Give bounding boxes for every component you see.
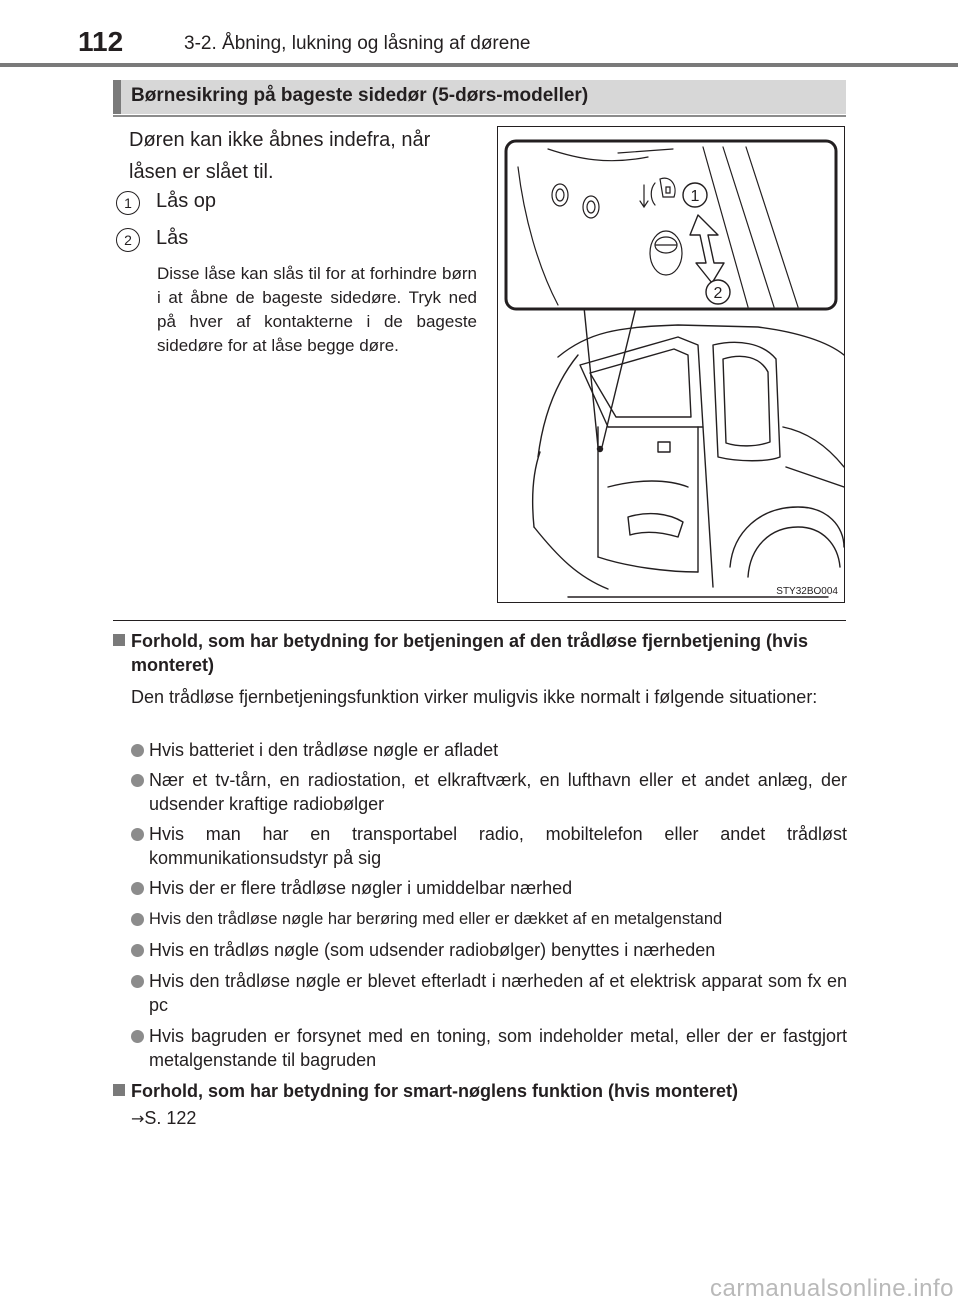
list-item: Hvis den trådløse nøgle er blevet efterladt i nærheden af et elektrisk apparat som fx en pc <box>131 969 847 1017</box>
list-item: Hvis der er flere trådløse nøgler i umiddelbar nærhed <box>131 876 847 900</box>
list-item: Hvis bagruden er forsynet med en toning, som indeholder metal, eller der er fastgjort metalgenstande til bagruden <box>131 1024 847 1072</box>
section-end-rule <box>113 620 846 621</box>
page-reference-link[interactable] <box>131 1108 196 1129</box>
bullet-icon <box>131 944 144 957</box>
list-item: Hvis en trådløs nøgle (som udsender radiobølger) benyttes i nærheden <box>131 938 847 962</box>
door-illustration-drawing <box>498 127 845 603</box>
watermark: carmanualsonline.info <box>710 1275 954 1302</box>
chapter-title: 3-2. Åbning, lukning og låsning af dørene <box>184 33 531 54</box>
list-item: Hvis batteriet i den trådløse nøgle er afladet <box>131 738 847 762</box>
callout-lock: 2 <box>713 285 723 302</box>
header-rule <box>0 63 958 67</box>
list-item: Hvis den trådløse nøgle har berøring med eller er dækket af en metalgenstand <box>131 907 847 931</box>
step-number: 2 <box>116 228 140 252</box>
bullet-icon <box>131 828 144 841</box>
section-title: Børnesikring på bageste sidedør (5-dørs-modeller) <box>131 85 589 106</box>
square-bullet-icon <box>113 634 125 646</box>
step-number: 1 <box>116 191 140 215</box>
child-lock-illustration <box>497 126 845 603</box>
subsection-paragraph: Den trådløse fjernbetjeningsfunktion virker muligvis ikke normalt i følgende situationer: <box>131 687 818 707</box>
bullet-icon <box>131 882 144 895</box>
page-number: 112 <box>78 26 124 57</box>
step-label: Lås op <box>156 190 217 212</box>
bullet-icon <box>131 744 144 757</box>
square-bullet-icon <box>113 1084 125 1096</box>
section-marker <box>113 80 121 114</box>
page-reference-text: S. 122 <box>144 1108 197 1128</box>
bullet-icon <box>131 975 144 988</box>
bullet-icon <box>131 774 144 787</box>
bullet-icon <box>131 913 144 926</box>
subsection-heading-remote <box>113 629 848 677</box>
figure-code: STY32BO004 <box>776 586 838 597</box>
section-rule <box>113 115 846 117</box>
callout-unlock: 1 <box>690 188 700 205</box>
subsection-heading-text: Forhold, som har betydning for smart-nøglens funktion (hvis monteret) <box>131 1081 739 1101</box>
bullet-icon <box>131 1030 144 1043</box>
section-intro: Døren kan ikke åbnes indefra, når låsen er slået til. <box>129 129 431 183</box>
list-item: Hvis man har en transportabel radio, mobiltelefon eller andet trådløst kommunikationsudstyr på sig <box>131 822 847 870</box>
section-title-bar <box>113 80 846 114</box>
subsection-heading-text: Forhold, som har betydning for betjeningen af den trådløse fjernbetjening (hvis monteret) <box>131 631 809 675</box>
arrow-right-icon: → <box>131 1109 145 1128</box>
list-item: Nær et tv-tårn, en radiostation, et elkraftværk, en lufthavn eller et andet anlæg, der udsender kraftige radiobølger <box>131 768 847 816</box>
section-note: Disse låse kan slås til for at forhindre børn i at åbne de bageste sidedøre. Tryk ned på hver af kontakterne i de bageste sidedøre for at låse begge døre. <box>157 264 477 355</box>
step-label: Lås <box>156 227 189 249</box>
subsection-heading-smart-key <box>113 1079 848 1103</box>
